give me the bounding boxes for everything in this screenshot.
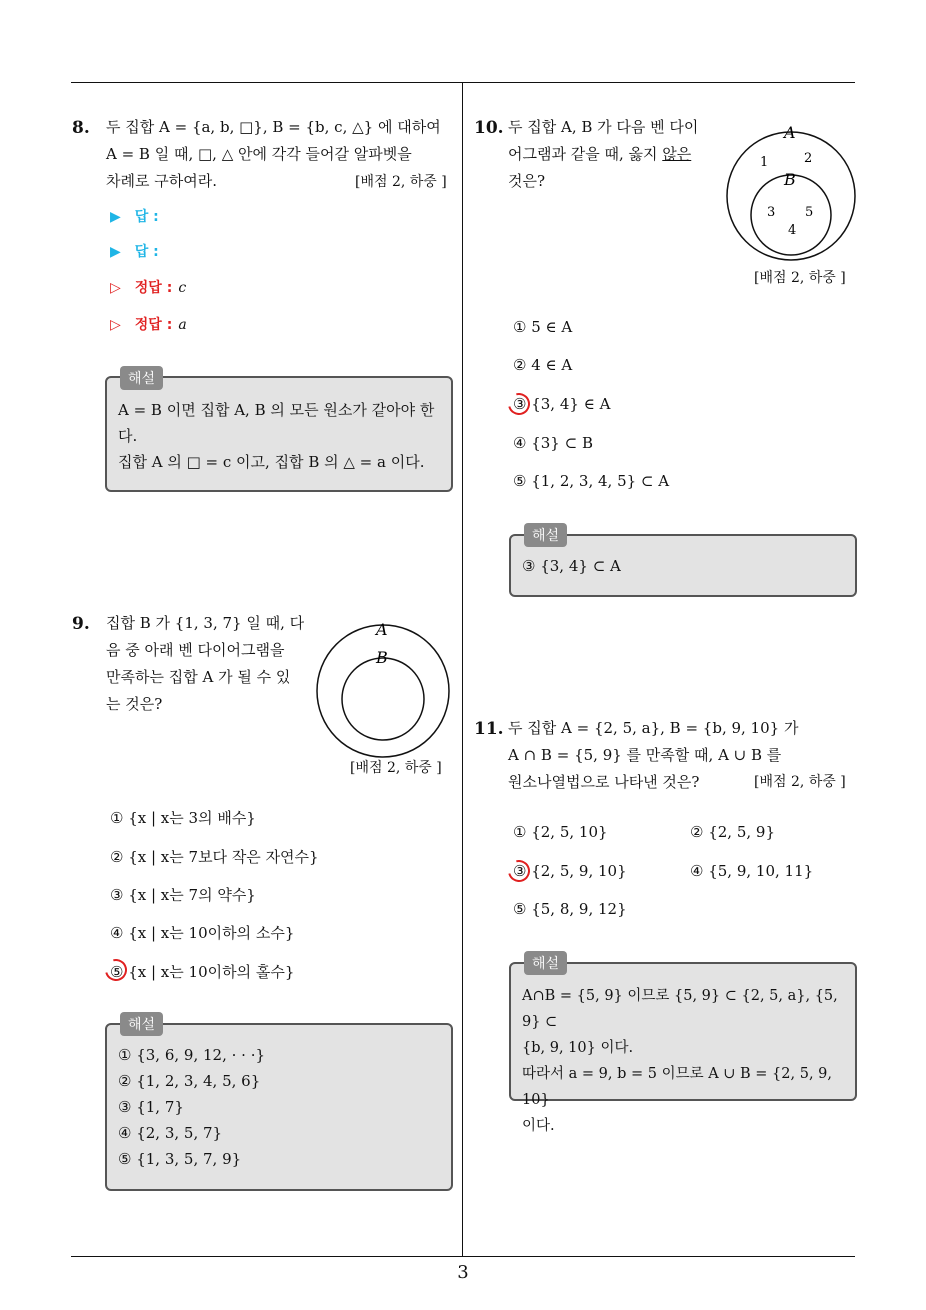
- q9-text: [106, 610, 306, 718]
- column-divider: [462, 82, 463, 1257]
- q9-line: 는 것은?: [106, 695, 163, 713]
- q8-explanation-text: [118, 397, 448, 475]
- element: 1: [760, 155, 769, 170]
- element: 5: [805, 205, 814, 220]
- set-a-label: A: [376, 620, 388, 639]
- q8-correct-2: [110, 314, 187, 334]
- q9-choice-3[interactable]: ③ {x | x는 7의 약수}: [110, 886, 256, 904]
- explain-line: ② {1, 2, 3, 4, 5, 6}: [118, 1072, 261, 1090]
- q11-choice-4[interactable]: ④ {5, 9, 10, 11}: [690, 862, 814, 880]
- q8-answer-2[interactable]: [110, 241, 159, 261]
- answer-label: 답 :: [134, 209, 159, 225]
- play-icon: ▶: [110, 244, 121, 260]
- q8-line: 두 집합 A = {a, b, □}, B = {b, c, △} 에 대하여: [106, 118, 441, 136]
- q9-line: 음 중 아래 벤 다이어그램을: [106, 641, 285, 659]
- set-a-circle: [317, 625, 449, 757]
- explain-line: ④ {2, 3, 5, 7}: [118, 1124, 223, 1142]
- explain-line: 따라서 a = 9, b = 5 이므로 A ∪ B = {2, 5, 9, 10}: [522, 1066, 833, 1108]
- q10-line: 것은?: [508, 172, 546, 190]
- q11-choice-2[interactable]: ② {2, 5, 9}: [690, 823, 776, 841]
- q9-choice-2[interactable]: ② {x | x는 7보다 작은 자연수}: [110, 848, 319, 866]
- explain-line: {b, 9, 10} 이다.: [522, 1040, 634, 1056]
- q9-line: 만족하는 집합 A 가 될 수 있: [106, 668, 291, 686]
- q11-line: A ∩ B = {5, 9} 를 만족할 때, A ∪ B 를: [508, 746, 782, 764]
- explain-line: 다.: [118, 427, 138, 445]
- explain-line: A∩B = {5, 9} 이므로 {5, 9} ⊂ {2, 5, a}, {5, 9} ⊂: [522, 988, 838, 1030]
- q11-explanation-text: [522, 983, 854, 1139]
- q9-explanation-tag: 해설: [120, 1012, 163, 1036]
- explain-line: ⑤ {1, 3, 5, 7, 9}: [118, 1150, 242, 1168]
- answer-circle-mark: [504, 856, 534, 886]
- underlined-word: 않은: [662, 145, 692, 163]
- q9-number: 9.: [72, 614, 90, 634]
- q9-choice-4[interactable]: ④ {x | x는 10이하의 소수}: [110, 924, 295, 942]
- q10-line: 두 집합 A, B 가 다음 벤 다이: [508, 118, 699, 136]
- q9-choice-1[interactable]: ① {x | x는 3의 배수}: [110, 809, 256, 827]
- set-a-label: A: [784, 123, 796, 142]
- q10-choice-4[interactable]: ④ {3} ⊂ B: [513, 434, 593, 452]
- explain-line: 이다.: [522, 1118, 555, 1134]
- q10-choice-1[interactable]: ① 5 ∈ A: [513, 318, 573, 336]
- q11-number: 11.: [474, 719, 504, 739]
- q10-choice-3[interactable]: ③ {3, 4} ∈ A: [513, 395, 611, 413]
- q9-choice-5[interactable]: ⑤ {x | x는 10이하의 홀수}: [110, 963, 295, 981]
- q10-explanation-tag: 해설: [524, 523, 567, 547]
- explain-line: A = B 이면 집합 A, B 의 모든 원소가 같아야 한: [118, 401, 435, 419]
- triangle-outline-icon: ▷: [110, 317, 121, 333]
- q11-line: 두 집합 A = {2, 5, a}, B = {b, 9, 10} 가: [508, 719, 799, 737]
- q9-venn-diagram: [312, 615, 454, 760]
- page-number: 3: [457, 1262, 469, 1283]
- q11-score: [배점 2, 하중 ]: [754, 774, 846, 790]
- explain-line: ③ {3, 4} ⊂ A: [522, 557, 621, 575]
- correct-value: a: [178, 317, 187, 333]
- q11-choice-3[interactable]: ③ {2, 5, 9, 10}: [513, 862, 627, 880]
- explain-line: ③ {1, 7}: [118, 1098, 184, 1116]
- q9-line: 집합 B 가 {1, 3, 7} 일 때, 다: [106, 614, 305, 632]
- q10-explanation-text: [522, 553, 852, 579]
- top-rule: [71, 82, 855, 83]
- q11-choice-1[interactable]: ① {2, 5, 10}: [513, 823, 608, 841]
- q10-venn-diagram: [720, 118, 862, 268]
- q10-number: 10.: [474, 118, 504, 138]
- q10-score: [배점 2, 하중 ]: [754, 270, 846, 286]
- q11-explanation-tag: 해설: [524, 951, 567, 975]
- q10-choice-2[interactable]: ② 4 ∈ A: [513, 356, 573, 374]
- q8-explanation-tag: 해설: [120, 366, 163, 390]
- q8-line: 차례로 구하여라.: [106, 172, 217, 190]
- q10-choice-5[interactable]: ⑤ {1, 2, 3, 4, 5} ⊂ A: [513, 472, 670, 490]
- set-b-circle: [342, 658, 424, 740]
- q11-choice-5[interactable]: ⑤ {5, 8, 9, 12}: [513, 900, 627, 918]
- q8-number: 8.: [72, 118, 90, 138]
- q8-correct-1: [110, 277, 186, 297]
- answer-label: 답 :: [134, 244, 159, 260]
- q8-line: A = B 일 때, □, △ 안에 각각 들어갈 알파벳을: [106, 145, 412, 163]
- q10-text: [508, 114, 708, 195]
- correct-label: 정답 :: [134, 280, 173, 296]
- q8-score: [배점 2, 하중 ]: [355, 174, 447, 190]
- q8-answer-1[interactable]: [110, 206, 159, 226]
- q10-line: 어그램과 같을 때, 옳지 않은: [508, 145, 692, 163]
- answer-circle-mark: [504, 389, 534, 419]
- q9-explanation-text: [118, 1042, 448, 1172]
- q11-line: 원소나열법으로 나타낸 것은?: [508, 773, 700, 791]
- set-a-circle: [727, 132, 855, 260]
- q9-score: [배점 2, 하중 ]: [350, 760, 442, 776]
- bottom-rule: [71, 1256, 855, 1257]
- play-icon: ▶: [110, 209, 121, 225]
- set-b-label: B: [784, 170, 796, 189]
- correct-value: c: [178, 280, 187, 296]
- element: 4: [788, 223, 797, 238]
- element: 3: [767, 205, 776, 220]
- triangle-outline-icon: ▷: [110, 280, 121, 296]
- correct-label: 정답 :: [134, 317, 173, 333]
- set-b-label: B: [376, 648, 388, 667]
- explain-line: 집합 A 의 □ = c 이고, 집합 B 의 △ = a 이다.: [118, 453, 425, 471]
- explain-line: ① {3, 6, 9, 12, · · ·}: [118, 1046, 266, 1064]
- element: 2: [804, 151, 813, 166]
